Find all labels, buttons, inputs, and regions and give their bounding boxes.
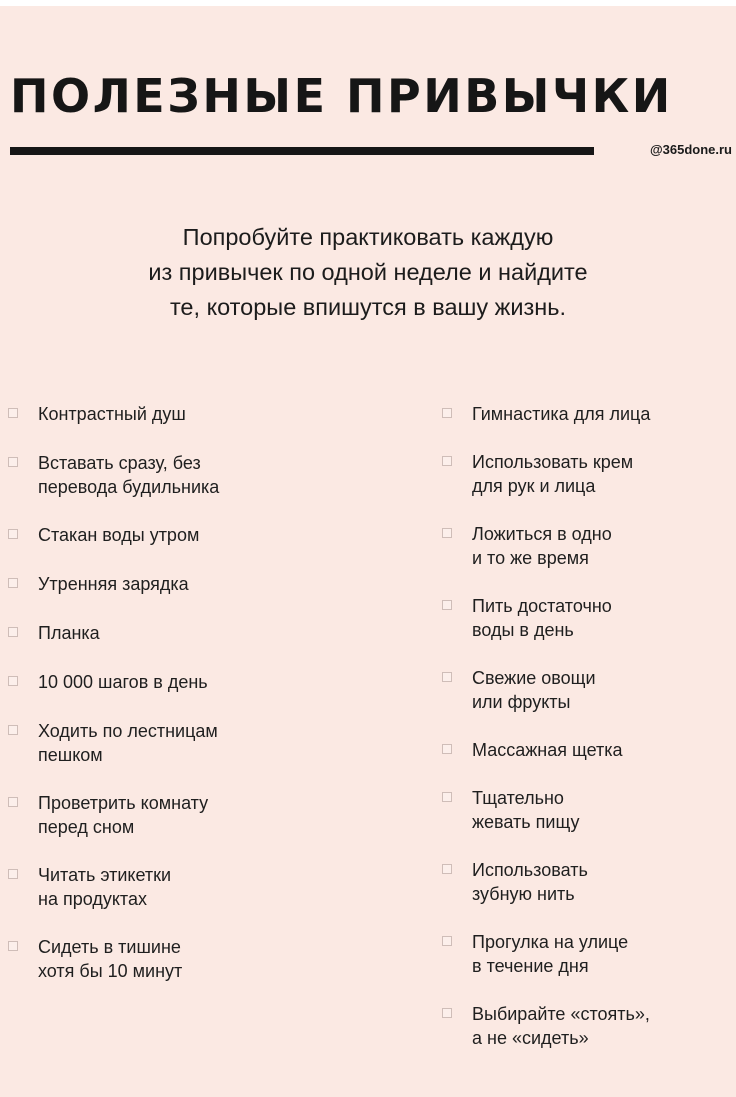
habit-item	[8, 402, 428, 426]
habit-checkbox[interactable]	[8, 529, 18, 539]
habit-item	[8, 863, 428, 911]
habit-label: жевать пищу	[472, 812, 580, 832]
habit-item	[442, 594, 732, 642]
habit-list-right	[442, 402, 732, 1074]
habit-item	[442, 1002, 732, 1050]
habit-item	[442, 786, 732, 834]
habit-item	[442, 930, 732, 978]
habit-checkbox[interactable]	[442, 744, 452, 754]
intro-text	[40, 220, 696, 325]
habit-label: на продуктах	[38, 889, 147, 909]
habit-checkbox[interactable]	[8, 941, 18, 951]
habit-label: Контрастный душ	[38, 404, 186, 424]
habit-checkbox[interactable]	[8, 408, 18, 418]
habit-checkbox[interactable]	[442, 600, 452, 610]
habit-checkbox[interactable]	[442, 672, 452, 682]
habit-checkbox[interactable]	[8, 627, 18, 637]
habit-label: воды в день	[472, 620, 574, 640]
habit-item	[8, 621, 428, 645]
habit-label: Массажная щетка	[472, 740, 623, 760]
habit-label: Гимнастика для лица	[472, 404, 651, 424]
habit-label: пешком	[38, 745, 103, 765]
habit-item	[8, 670, 428, 694]
habit-label: 10 000 шагов в день	[38, 672, 208, 692]
habit-checkbox[interactable]	[442, 864, 452, 874]
habit-item	[442, 738, 732, 762]
habit-checkbox[interactable]	[442, 936, 452, 946]
habit-label: Стакан воды утром	[38, 525, 200, 545]
habit-label: а не «сидеть»	[472, 1028, 589, 1048]
habit-checkbox[interactable]	[442, 792, 452, 802]
habit-label: Свежие овощи	[472, 668, 596, 688]
habit-checkbox[interactable]	[8, 578, 18, 588]
habit-item	[8, 451, 428, 499]
poster-title: ПОЛЕЗНЫЕ ПРИВЫЧКИ	[10, 69, 673, 123]
habit-checkbox[interactable]	[8, 869, 18, 879]
habit-item	[442, 666, 732, 714]
habit-item	[442, 858, 732, 906]
habit-label: Использовать крем	[472, 452, 634, 472]
habit-checkbox[interactable]	[8, 797, 18, 807]
habit-label: Пить достаточно	[472, 596, 612, 616]
habit-checkbox[interactable]	[8, 457, 18, 467]
habit-label: перед сном	[38, 817, 135, 837]
habit-checkbox[interactable]	[8, 676, 18, 686]
habit-label: перевода будильника	[38, 477, 220, 497]
habit-label: зубную нить	[472, 884, 575, 904]
habit-label: Утренняя зарядка	[38, 574, 189, 594]
habit-checkbox[interactable]	[442, 528, 452, 538]
habit-item	[8, 935, 428, 983]
intro-line: те, которые впишутся в вашу жизнь.	[169, 294, 567, 320]
source-handle: @365done.ru	[649, 142, 732, 157]
habit-item	[8, 791, 428, 839]
habit-checkbox[interactable]	[442, 408, 452, 418]
habit-item	[442, 450, 732, 498]
intro-line: Попробуйте практиковать каждую	[182, 224, 554, 250]
habit-item	[8, 523, 428, 547]
habit-label: Планка	[38, 623, 100, 643]
habit-checkbox[interactable]	[442, 1008, 452, 1018]
habit-label: Сидеть в тишине	[38, 937, 181, 957]
habit-label: в течение дня	[472, 956, 589, 976]
habit-label: Прогулка на улице	[472, 932, 629, 952]
habit-label: Читать этикетки	[38, 865, 172, 885]
habit-label: Проветрить комнату	[38, 793, 209, 813]
habit-label: Ложиться в одно	[472, 524, 612, 544]
habit-label: Выбирайте «стоять»,	[472, 1004, 650, 1024]
habit-item	[8, 572, 428, 596]
habit-label: Использовать	[472, 860, 588, 880]
habit-label: хотя бы 10 минут	[38, 961, 183, 981]
habit-label: Ходить по лестницам	[38, 721, 218, 741]
intro-line: из привычек по одной неделе и найдите	[148, 259, 588, 285]
habit-label: и то же время	[472, 548, 589, 568]
habit-item	[442, 402, 732, 426]
title-underline	[10, 147, 594, 155]
habit-item	[442, 522, 732, 570]
habits-poster	[0, 6, 736, 1097]
habit-label: Тщательно	[472, 788, 564, 808]
habit-checkbox[interactable]	[8, 725, 18, 735]
habit-label: или фрукты	[472, 692, 571, 712]
habit-item	[8, 719, 428, 767]
habit-label: для рук и лица	[472, 476, 596, 496]
habit-checkbox[interactable]	[442, 456, 452, 466]
habit-list-left	[8, 402, 428, 1007]
habit-label: Вставать сразу, без	[38, 453, 201, 473]
